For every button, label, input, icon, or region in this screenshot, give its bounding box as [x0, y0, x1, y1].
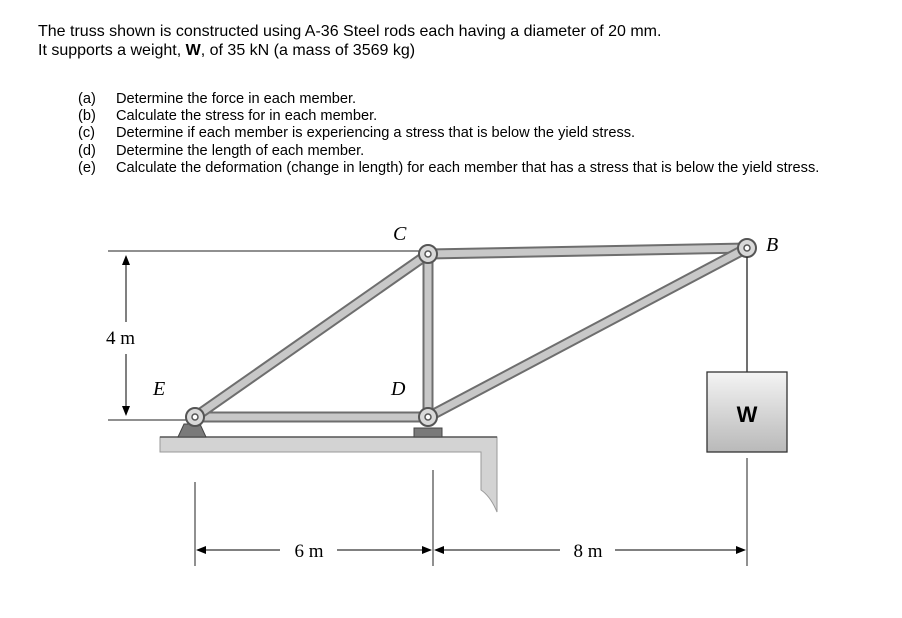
- weight-block: [707, 257, 787, 452]
- ground-support: [160, 437, 497, 512]
- joint-label-e: E: [153, 378, 166, 400]
- task-text-c: Determine if each member is experiencing a stress that is below the yield stress.: [116, 125, 636, 142]
- task-label-d: (d): [78, 142, 96, 159]
- problem-line-2-end: , of 35 kN (a mass of 3569 kg): [200, 42, 416, 59]
- weight-symbol: W: [185, 42, 201, 59]
- truss-members: [195, 248, 747, 417]
- joint-label-c: C: [393, 223, 407, 245]
- span-dim-8m: 8 m: [573, 541, 603, 562]
- joint-c-pin: [419, 245, 437, 263]
- span-dimensions: [195, 458, 747, 566]
- problem-line-1-text: The truss shown is constructed using A-36 Steel rods each having a diameter of 20 mm.: [38, 23, 662, 40]
- task-text-e: Calculate the deformation (change in length) for each member that has a stress that is below the yield stress.: [116, 159, 820, 176]
- span-dim-6m: 6 m: [294, 541, 324, 562]
- task-text-a: Determine the force in each member.: [116, 91, 357, 107]
- task-label-b: (b): [78, 108, 96, 125]
- task-text-d: Determine the length of each member.: [116, 142, 365, 159]
- task-label-a: (a): [78, 91, 96, 107]
- weight-label: W: [736, 402, 758, 427]
- height-dim-label: 4 m: [106, 328, 136, 349]
- problem-line-2-text: It supports a weight,: [38, 42, 186, 59]
- support-e: [178, 408, 206, 437]
- joint-label-d: D: [391, 378, 406, 400]
- task-label-e: (e): [78, 159, 96, 176]
- task-text-b: Calculate the stress for in each member.: [116, 108, 378, 125]
- joint-label-b: B: [766, 234, 779, 256]
- joint-b-pin: [738, 239, 756, 257]
- task-label-c: (c): [78, 125, 96, 142]
